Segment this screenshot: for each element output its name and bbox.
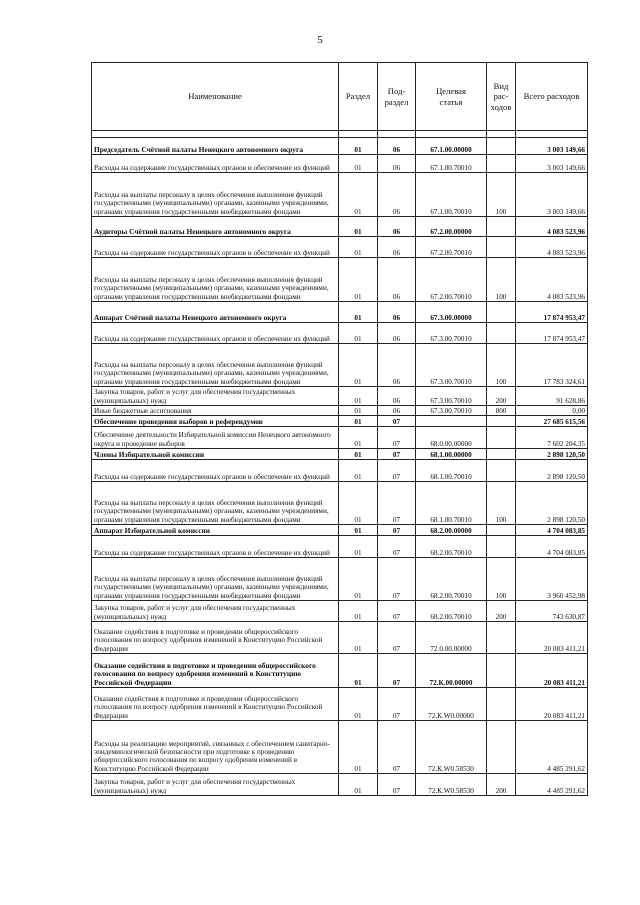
empty-cell <box>487 131 516 138</box>
cell-kind <box>487 721 516 774</box>
cell-amount: 743 630,87 <box>516 601 588 622</box>
cell-amount: 91 628,86 <box>516 387 588 406</box>
cell-amount: 0,00 <box>516 406 588 416</box>
cell-amount: 27 685 615,56 <box>516 416 588 427</box>
cell-section: 01 <box>339 536 378 558</box>
cell-target: 68.0.00.00000 <box>416 427 487 449</box>
cell-target: 67.3.00.00000 <box>416 302 487 323</box>
cell-subsection: 07 <box>378 449 416 460</box>
cell-kind <box>487 654 516 688</box>
cell-subsection: 06 <box>378 217 416 237</box>
cell-subsection: 07 <box>378 601 416 622</box>
cell-subsection: 06 <box>378 323 416 344</box>
cell-amount: 4 083 523,96 <box>516 258 588 302</box>
cell-target: 68.2.00.70010 <box>416 558 487 601</box>
cell-amount: 4 704 083,85 <box>516 525 588 536</box>
header-name: Наименование <box>92 63 339 131</box>
cell-kind <box>487 302 516 323</box>
cell-target: 67.3.00.70010 <box>416 387 487 406</box>
cell-subsection: 07 <box>378 721 416 774</box>
cell-subsection: 06 <box>378 173 416 217</box>
table-row <box>92 558 588 601</box>
table-row <box>92 237 588 258</box>
cell-name: Расходы на выплаты персоналу в целях обеспечения выполнения функций государственными (муниципальными) органами, казенными учреждениями, органами управления государственными внебюджетными фондами <box>92 482 339 525</box>
table-row <box>92 387 588 406</box>
cell-kind <box>487 217 516 237</box>
cell-kind <box>487 237 516 258</box>
cell-name: Закупка товаров, работ и услуг для обеспечения государственных (муниципальных) нужд <box>92 774 339 796</box>
cell-subsection: 07 <box>378 525 416 536</box>
cell-target: 72.К.00.00000 <box>416 654 487 688</box>
header-subsection: Под- раздел <box>378 63 416 131</box>
table-separator-row <box>92 131 588 138</box>
table-row <box>92 601 588 622</box>
cell-kind: 100 <box>487 173 516 217</box>
cell-subsection: 06 <box>378 344 416 387</box>
cell-kind <box>487 138 516 155</box>
cell-section: 01 <box>339 173 378 217</box>
cell-section: 01 <box>339 688 378 721</box>
empty-cell <box>92 131 339 138</box>
cell-target: 67.2.00.00000 <box>416 217 487 237</box>
cell-section: 01 <box>339 427 378 449</box>
cell-name: Расходы на содержание государственных органов и обеспечение их функций <box>92 536 339 558</box>
cell-section: 01 <box>339 237 378 258</box>
cell-target: 67.3.00.70010 <box>416 406 487 416</box>
cell-target: 72.К.W0.58530 <box>416 721 487 774</box>
cell-target: 68.1.00.70010 <box>416 482 487 525</box>
cell-amount: 3 003 149,66 <box>516 155 588 173</box>
cell-name: Аппарат Счётной палаты Ненецкого автономного округа <box>92 302 339 323</box>
cell-amount: 2 898 120,50 <box>516 482 588 525</box>
empty-cell <box>416 131 487 138</box>
cell-target: 67.3.00.70010 <box>416 344 487 387</box>
cell-amount: 17 874 953,47 <box>516 302 588 323</box>
cell-amount: 2 898 120,50 <box>516 460 588 482</box>
cell-name: Оказание содействия в подготовке и проведении общероссийского голосования по вопросу одобрения изменений в Конституцию Российской Федерации <box>92 688 339 721</box>
cell-subsection: 07 <box>378 654 416 688</box>
cell-name: Расходы на содержание государственных органов и обеспечение их функций <box>92 323 339 344</box>
cell-name: Члены Избирательной комиссии <box>92 449 339 460</box>
cell-name: Аппарат Избирательной комиссии <box>92 525 339 536</box>
cell-section: 01 <box>339 622 378 654</box>
cell-section: 01 <box>339 482 378 525</box>
cell-name: Расходы на содержание государственных органов и обеспечение их функций <box>92 155 339 173</box>
table-row <box>92 482 588 525</box>
table-row <box>92 344 588 387</box>
cell-kind: 200 <box>487 601 516 622</box>
cell-kind <box>487 622 516 654</box>
cell-section: 01 <box>339 323 378 344</box>
cell-kind: 100 <box>487 482 516 525</box>
cell-section: 01 <box>339 460 378 482</box>
cell-target: 68.1.00.70010 <box>416 460 487 482</box>
cell-target: 67.1.00.00000 <box>416 138 487 155</box>
cell-kind <box>487 416 516 427</box>
cell-amount: 4 485 291,62 <box>516 774 588 796</box>
cell-subsection: 06 <box>378 155 416 173</box>
header-target: Целевая статья <box>416 63 487 131</box>
table-row-group <box>92 138 588 155</box>
cell-amount: 17 783 324,61 <box>516 344 588 387</box>
cell-target: 67.2.00.70010 <box>416 258 487 302</box>
cell-subsection: 07 <box>378 688 416 721</box>
table-row <box>92 721 588 774</box>
cell-name: Аудиторы Счётной палаты Ненецкого автономного округа <box>92 217 339 237</box>
cell-subsection: 07 <box>378 427 416 449</box>
cell-name: Закупка товаров, работ и услуг для обеспечения государственных (муниципальных) нужд <box>92 387 339 406</box>
cell-subsection: 06 <box>378 406 416 416</box>
cell-target: 67.2.00.70010 <box>416 237 487 258</box>
cell-subsection: 07 <box>378 416 416 427</box>
table-row <box>92 774 588 796</box>
table-row-group <box>92 416 588 427</box>
cell-amount: 2 898 120,50 <box>516 449 588 460</box>
cell-target: 67.1.00.70010 <box>416 155 487 173</box>
cell-name: Обеспечение деятельности Избирательной комиссии Ненецкого автономного округа и проведение выборов <box>92 427 339 449</box>
cell-subsection: 06 <box>378 302 416 323</box>
cell-target: 67.1.00.70010 <box>416 173 487 217</box>
header-kind: Вид рас- ходов <box>487 63 516 131</box>
cell-kind: 100 <box>487 344 516 387</box>
cell-target: 67.3.00.70010 <box>416 323 487 344</box>
cell-subsection: 06 <box>378 138 416 155</box>
table-row <box>92 622 588 654</box>
cell-name: Расходы на содержание государственных органов и обеспечение их функций <box>92 460 339 482</box>
cell-amount: 3 960 452,98 <box>516 558 588 601</box>
cell-section: 01 <box>339 721 378 774</box>
cell-kind <box>487 155 516 173</box>
cell-name: Расходы на реализацию мероприятий, связанных с обеспечением санитарно-эпидемиологической безопасности при подготовке к проведению общероссийского голосования по вопросу одобрения изменений в Конституцию Российской Федерации <box>92 721 339 774</box>
cell-amount: 4 704 083,85 <box>516 536 588 558</box>
cell-kind <box>487 427 516 449</box>
cell-section: 01 <box>339 558 378 601</box>
cell-subsection: 06 <box>378 258 416 302</box>
cell-kind: 100 <box>487 258 516 302</box>
cell-kind <box>487 449 516 460</box>
cell-name: Иные бюджетные ассигнования <box>92 406 339 416</box>
cell-name: Закупка товаров, работ и услуг для обеспечения государственных (муниципальных) нужд <box>92 601 339 622</box>
cell-subsection: 07 <box>378 460 416 482</box>
cell-section: 01 <box>339 416 378 427</box>
cell-subsection: 07 <box>378 774 416 796</box>
cell-section: 01 <box>339 525 378 536</box>
table-row <box>92 427 588 449</box>
table-row-group <box>92 449 588 460</box>
cell-subsection: 07 <box>378 536 416 558</box>
cell-target: 68.2.00.70010 <box>416 601 487 622</box>
table-header-row <box>92 63 588 131</box>
cell-target: 72.К.W0.58530 <box>416 774 487 796</box>
cell-name: Расходы на выплаты персоналу в целях обеспечения выполнения функций государственными (муниципальными) органами, казенными учреждениями, органами управления государственными внебюджетными фондами <box>92 558 339 601</box>
table-row-group <box>92 525 588 536</box>
cell-kind: 200 <box>487 387 516 406</box>
cell-kind <box>487 536 516 558</box>
cell-name: Оказание содействия в подготовке и проведении общероссийского голосования по вопросу одобрения изменений в Конституцию Российской Федерации <box>92 654 339 688</box>
cell-section: 01 <box>339 449 378 460</box>
cell-amount: 3 003 149,66 <box>516 138 588 155</box>
cell-target <box>416 416 487 427</box>
table-row-group <box>92 654 588 688</box>
header-section: Раздел <box>339 63 378 131</box>
table-row-group <box>92 217 588 237</box>
cell-section: 01 <box>339 302 378 323</box>
table-row <box>92 688 588 721</box>
cell-name: Расходы на содержание государственных органов и обеспечение их функций <box>92 237 339 258</box>
budget-table <box>91 62 588 796</box>
cell-amount: 20 083 411,21 <box>516 622 588 654</box>
cell-amount: 4 083 523,96 <box>516 217 588 237</box>
cell-amount: 20 083 411,21 <box>516 688 588 721</box>
cell-kind <box>487 323 516 344</box>
header-total: Всего расходов <box>516 63 588 131</box>
cell-name: Расходы на выплаты персоналу в целях обеспечения выполнения функций государственными (муниципальными) органами, казенными учреждениями, органами управления государственными внебюджетными фондами <box>92 173 339 217</box>
cell-amount: 7 602 204,35 <box>516 427 588 449</box>
cell-amount: 20 083 411,21 <box>516 654 588 688</box>
table-row <box>92 406 588 416</box>
cell-amount: 4 083 523,96 <box>516 237 588 258</box>
cell-name: Расходы на выплаты персоналу в целях обеспечения выполнения функций государственными (муниципальными) органами, казенными учреждениями, органами управления государственными внебюджетными фондами <box>92 344 339 387</box>
cell-kind <box>487 688 516 721</box>
empty-cell <box>339 131 378 138</box>
cell-section: 01 <box>339 258 378 302</box>
table-row <box>92 173 588 217</box>
table-row-group <box>92 302 588 323</box>
cell-section: 01 <box>339 155 378 173</box>
cell-section: 01 <box>339 217 378 237</box>
cell-subsection: 07 <box>378 622 416 654</box>
cell-subsection: 07 <box>378 482 416 525</box>
cell-kind <box>487 460 516 482</box>
cell-subsection: 07 <box>378 558 416 601</box>
cell-kind: 100 <box>487 558 516 601</box>
cell-section: 01 <box>339 138 378 155</box>
cell-target: 68.2.00.70010 <box>416 536 487 558</box>
page-number: 5 <box>317 34 323 46</box>
cell-amount: 3 003 149,66 <box>516 173 588 217</box>
table-row <box>92 258 588 302</box>
cell-name: Председатель Счётной палаты Ненецкого автономного округа <box>92 138 339 155</box>
cell-subsection: 06 <box>378 237 416 258</box>
empty-cell <box>378 131 416 138</box>
cell-section: 01 <box>339 387 378 406</box>
cell-section: 01 <box>339 601 378 622</box>
cell-target: 68.2.00.00000 <box>416 525 487 536</box>
table-row <box>92 323 588 344</box>
cell-kind <box>487 525 516 536</box>
cell-target: 68.1.00.00000 <box>416 449 487 460</box>
cell-amount: 4 485 291,62 <box>516 721 588 774</box>
empty-cell <box>516 131 588 138</box>
cell-target: 72.0.00.00000 <box>416 622 487 654</box>
cell-amount: 17 874 953,47 <box>516 323 588 344</box>
cell-target: 72.К.W0.00000 <box>416 688 487 721</box>
cell-section: 01 <box>339 654 378 688</box>
cell-section: 01 <box>339 344 378 387</box>
cell-section: 01 <box>339 774 378 796</box>
cell-name: Расходы на выплаты персоналу в целях обеспечения выполнения функций государственными (муниципальными) органами, казенными учреждениями, органами управления государственными внебюджетными фондами <box>92 258 339 302</box>
cell-kind: 800 <box>487 406 516 416</box>
cell-section: 01 <box>339 406 378 416</box>
cell-kind: 200 <box>487 774 516 796</box>
cell-subsection: 06 <box>378 387 416 406</box>
table-row <box>92 460 588 482</box>
table-row <box>92 155 588 173</box>
cell-name: Оказание содействия в подготовке и проведении общероссийского голосования по вопросу одобрения изменений в Конституцию Российской Федерации <box>92 622 339 654</box>
cell-name: Обеспечение проведения выборов и референдумов <box>92 416 339 427</box>
table-row <box>92 536 588 558</box>
